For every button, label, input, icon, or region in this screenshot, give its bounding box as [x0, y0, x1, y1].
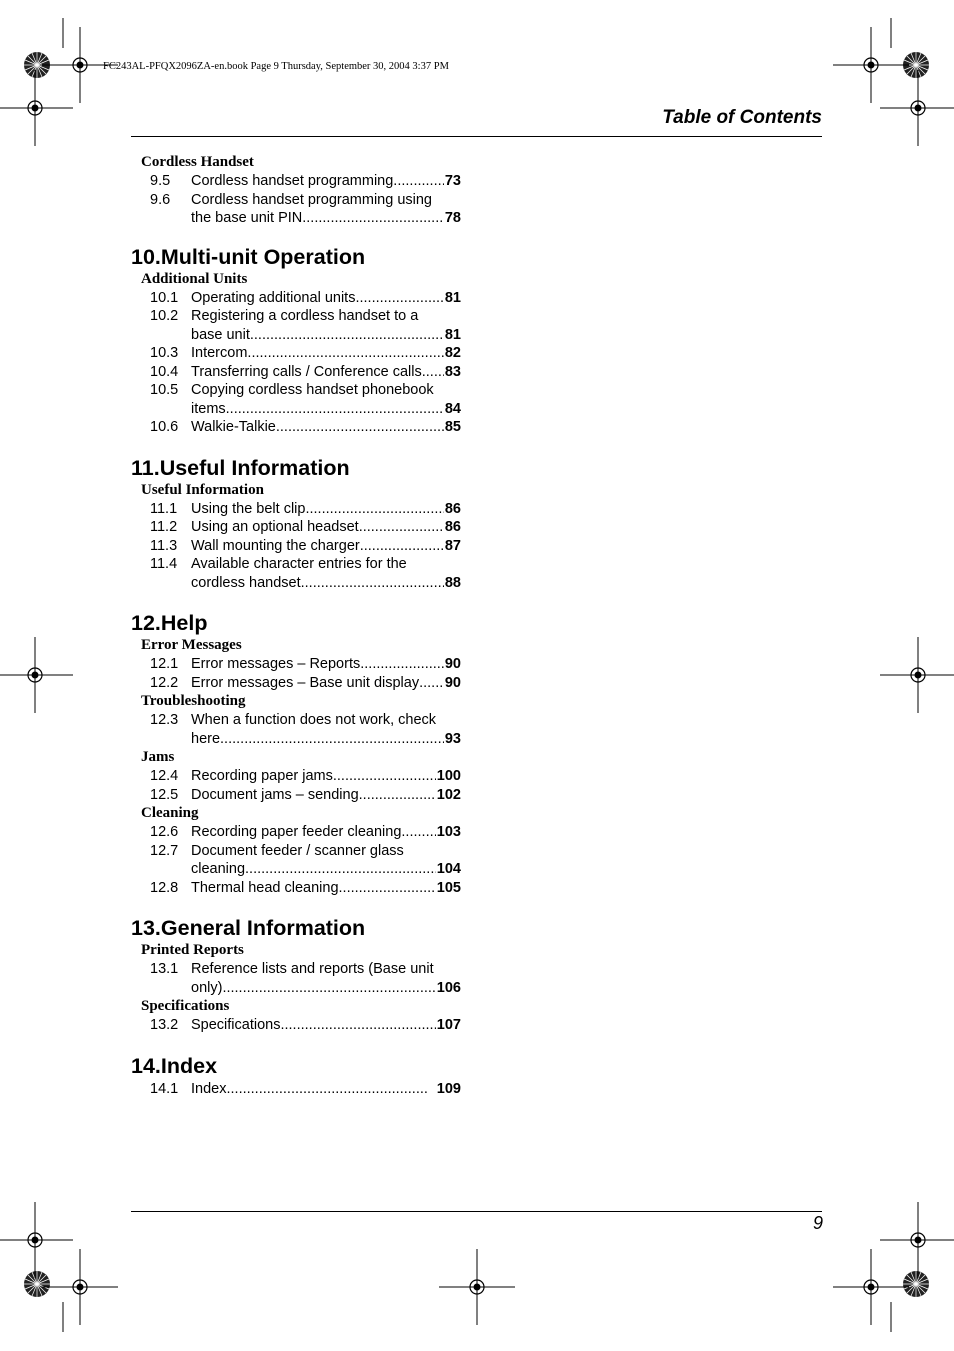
toc-entry[interactable] — [131, 786, 461, 805]
entry-number: 10.4 — [150, 363, 179, 380]
entry-text: Transferring calls / Conference calls — [191, 363, 422, 380]
entry-number: 12.1 — [150, 656, 179, 672]
toc-entry[interactable] — [131, 191, 461, 228]
toc-entry[interactable] — [131, 960, 461, 997]
entry-page: 85 — [444, 419, 461, 435]
chapter-title[interactable]: 13.General Information — [131, 916, 366, 940]
entry-text: When a function does not work, check — [191, 712, 437, 728]
entry-number: 10.2 — [150, 308, 179, 324]
entry-number: 9.6 — [150, 191, 171, 208]
entry-page: 107 — [436, 1017, 461, 1033]
entry-text: only) — [191, 979, 223, 996]
entry-text: Walkie-Talkie — [191, 419, 276, 435]
toc-entry[interactable] — [131, 289, 461, 308]
entry-page: 86 — [444, 519, 461, 535]
entry-number: 12.6 — [150, 824, 179, 840]
entry-number: 10.1 — [150, 289, 179, 306]
toc-entry[interactable] — [131, 500, 461, 519]
entry-text: here — [191, 730, 221, 747]
entry-page: 86 — [444, 500, 461, 517]
toc-entry[interactable] — [131, 823, 461, 842]
toc-entry[interactable] — [131, 674, 461, 693]
chapter-10 — [131, 245, 461, 437]
entry-page: 106 — [436, 979, 461, 996]
subhead: Additional Units — [141, 270, 248, 287]
entry-number: 12.7 — [150, 842, 179, 859]
chapter-13 — [131, 916, 461, 1035]
toc-entry[interactable] — [131, 1016, 461, 1035]
toc-entry[interactable] — [131, 307, 461, 344]
toc-entry[interactable] — [131, 363, 461, 382]
page-number: 9 — [812, 1213, 823, 1233]
subhead: Cleaning — [141, 805, 199, 821]
entry-number: 10.5 — [150, 382, 179, 398]
entry-page: 83 — [444, 363, 461, 380]
entry-page: 81 — [444, 326, 461, 343]
entry-number: 13.1 — [150, 961, 179, 977]
entry-page: 93 — [444, 730, 461, 747]
subhead: Specifications — [141, 998, 230, 1014]
entry-page: 104 — [436, 861, 461, 877]
entry-text: Registering a cordless handset to a — [191, 308, 419, 324]
entry-number: 13.2 — [150, 1017, 179, 1033]
entry-text: Error messages – Base unit display — [191, 674, 420, 691]
entry-page: 102 — [436, 786, 461, 803]
chapter-14 — [131, 1054, 461, 1099]
toc-entry[interactable] — [131, 418, 461, 437]
toc-entry[interactable] — [131, 381, 461, 418]
entry-page: 81 — [444, 289, 461, 306]
entry-text: cleaning — [191, 861, 246, 877]
toc-entry[interactable] — [131, 767, 461, 786]
toc-entry[interactable] — [131, 344, 461, 363]
entry-number: 9.5 — [150, 173, 171, 189]
entry-text: Operating additional units — [191, 289, 356, 306]
subhead: Troubleshooting — [141, 693, 246, 709]
footer-rule — [131, 1211, 822, 1212]
subhead: Jams — [141, 749, 175, 765]
entry-page: 100 — [436, 768, 461, 784]
entry-page: 103 — [436, 824, 461, 840]
entry-text: base unit — [191, 326, 250, 343]
entry-page: 105 — [436, 879, 461, 896]
chapter-11 — [131, 456, 461, 593]
entry-text: Recording paper feeder cleaning — [191, 824, 402, 840]
header-rule — [131, 136, 822, 137]
entry-text: Copying cordless handset phonebook — [191, 382, 434, 398]
entry-number: 12.2 — [150, 674, 179, 691]
entry-page: 109 — [436, 1080, 461, 1097]
entry-number: 12.5 — [150, 786, 179, 803]
entry-number: 11.4 — [150, 556, 178, 572]
entry-text: Recording paper jams — [191, 768, 333, 784]
entry-text: Document feeder / scanner glass — [191, 842, 404, 859]
chapter-title[interactable]: 14.Index — [131, 1053, 218, 1078]
entry-text: Wall mounting the charger — [191, 537, 360, 554]
entry-number: 12.4 — [150, 768, 179, 784]
entry-number: 12.8 — [150, 879, 179, 896]
section-cordless-handset — [131, 153, 461, 228]
chapter-title[interactable]: 11.Useful Information — [131, 455, 350, 480]
entry-text: Using the belt clip — [191, 500, 306, 517]
toc-entry[interactable] — [131, 537, 461, 556]
table-of-contents — [131, 153, 461, 1098]
entry-number: 14.1 — [150, 1080, 179, 1097]
entry-page: 88 — [444, 574, 461, 591]
entry-page: 82 — [444, 345, 461, 361]
entry-number: 11.1 — [150, 500, 178, 517]
entry-text: Available character entries for the — [191, 556, 407, 572]
entry-page: 84 — [444, 400, 461, 417]
subhead: Useful Information — [141, 481, 264, 498]
toc-entry[interactable] — [131, 879, 461, 898]
toc-entry[interactable] — [131, 555, 461, 592]
entry-text: cordless handset — [191, 574, 301, 591]
toc-entry[interactable] — [131, 1080, 461, 1099]
toc-entry[interactable] — [131, 172, 461, 191]
chapter-12 — [131, 611, 461, 897]
toc-entry[interactable] — [131, 842, 461, 879]
toc-entry[interactable] — [131, 655, 461, 674]
entry-text: Error messages – Reports — [191, 656, 361, 672]
toc-entry[interactable] — [131, 711, 461, 748]
entry-number: 12.3 — [150, 712, 179, 728]
entry-number: 11.2 — [150, 519, 178, 535]
entry-page: 90 — [444, 656, 461, 672]
chapter-title[interactable]: 10.Multi-unit Operation — [131, 244, 366, 269]
subhead: Error Messages — [141, 637, 242, 653]
subhead: Printed Reports — [141, 942, 244, 958]
toc-entry[interactable] — [131, 518, 461, 537]
entry-text: Index — [191, 1080, 227, 1097]
entry-text: Using an optional headset — [191, 519, 359, 535]
entry-page: 90 — [444, 674, 461, 691]
entry-text: Cordless handset programming using — [191, 191, 432, 208]
entry-text: Cordless handset programming — [191, 173, 394, 189]
entry-page: 78 — [444, 210, 461, 226]
entry-page: 73 — [444, 173, 461, 189]
entry-text: Document jams – sending — [191, 786, 359, 803]
subhead-cordless-handset: Cordless Handset — [141, 154, 254, 170]
entry-number: 10.6 — [150, 419, 179, 435]
file-info: FC243AL-PFQX2096ZA-en.book Page 9 Thursday, September 30, 2004 3:37 PM — [103, 61, 449, 72]
entry-page: 87 — [444, 537, 461, 554]
chapter-title[interactable]: 12.Help — [131, 611, 208, 635]
entry-text: Intercom — [191, 345, 248, 361]
entry-text: the base unit PIN — [191, 210, 303, 226]
header-title: Table of Contents — [662, 107, 822, 128]
entry-text: Thermal head cleaning — [191, 879, 339, 896]
entry-number: 10.3 — [150, 345, 179, 361]
entry-text: items — [191, 400, 226, 417]
entry-text: Specifications — [191, 1017, 281, 1033]
entry-text: Reference lists and reports (Base unit — [191, 961, 434, 977]
entry-number: 11.3 — [150, 537, 178, 554]
